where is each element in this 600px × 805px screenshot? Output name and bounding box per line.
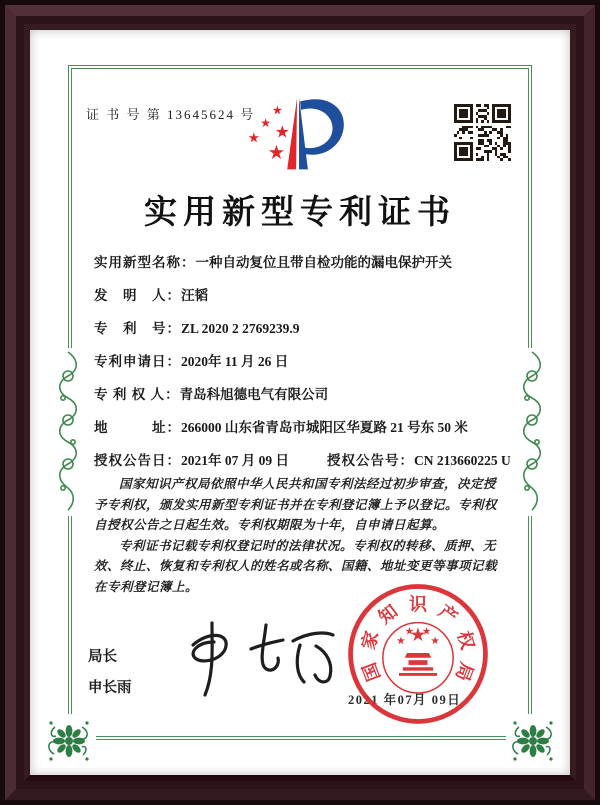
field-inventor: [94, 279, 514, 312]
seal-char: 知: [374, 600, 402, 628]
field-filing-date: [94, 345, 514, 378]
cnipa-seal-icon: [342, 578, 494, 730]
legal-paragraph-1: 国家知识产权局依照中华人民共和国专利法经过初步审查，决定授予专利权，颁发实用新型专利证书并在专利登记簿上予以登记。专利权自授权公告之日起生效。专利权期限为十年，自申请日起算。: [94, 477, 498, 532]
seal-char: 家: [358, 628, 383, 652]
seal-char: 产: [434, 600, 462, 628]
field-value: 266000 山东省青岛市城阳区华夏路 21 号东 50 米: [181, 420, 468, 435]
field-invention-name: [94, 246, 514, 279]
field-value: 2020年 11 月 26 日: [181, 354, 289, 369]
field-label: 实用新型名称：: [94, 255, 196, 270]
field-address: [94, 411, 514, 444]
director-signature-icon: [165, 613, 345, 711]
grant-date-value: 2021年 07 月 09 日: [181, 453, 289, 468]
certificate-page: [30, 30, 570, 775]
cnipa-logo-icon: [242, 88, 360, 178]
legal-paragraph-2: 专利证书记载专利权登记时的法律状况。专利权的转移、质押、无效、终止、恢复和专利权人的姓名或名称、国籍、地址变更等事项记载在专利登记簿上。: [94, 538, 498, 594]
vine-ornament-left: [50, 348, 86, 516]
field-grant-line: [94, 444, 514, 477]
seal-char: 国: [359, 659, 385, 684]
floral-corner-bottom-right-icon: [506, 714, 560, 768]
field-label: 专 利 号：: [94, 321, 181, 336]
field-label: 专 利 权 人：: [94, 387, 180, 402]
grant-date-label: 授权公告日：: [94, 453, 181, 468]
floral-corner-bottom-left-icon: [42, 714, 96, 768]
grant-date-stamp: 2021 年07月 09日: [348, 693, 462, 707]
grant-no-value: CN 213660225 U: [414, 453, 511, 468]
field-value: ZL 2020 2 2769239.9: [181, 321, 300, 336]
field-patent-number: [94, 312, 514, 345]
field-label: 专利申请日：: [94, 354, 181, 369]
field-label: 发 明 人：: [94, 288, 181, 303]
field-value: 青岛科旭德电气有限公司: [179, 387, 329, 402]
grant-no-label: 授权公告号：: [327, 453, 414, 468]
director-name: 申长雨: [88, 680, 132, 696]
qr-code-icon: [454, 104, 511, 161]
field-value: 汪韬: [181, 288, 208, 303]
field-list: [94, 246, 514, 477]
certificate-number: 证 书 号 第 13645624 号: [86, 107, 256, 122]
seal-char: 局: [451, 659, 477, 684]
director-title: 局长: [88, 649, 117, 665]
field-value: 一种自动复位且带自检功能的漏电保护开关: [195, 255, 452, 270]
field-patentee: [94, 378, 514, 411]
seal-char: 识: [408, 594, 428, 615]
field-label: 地 址：: [94, 420, 181, 435]
signoff-block: [88, 642, 132, 704]
vine-ornament-right: [514, 348, 550, 516]
certificate-title: 实用新型专利证书: [144, 195, 456, 231]
seal-char: 权: [453, 628, 478, 652]
